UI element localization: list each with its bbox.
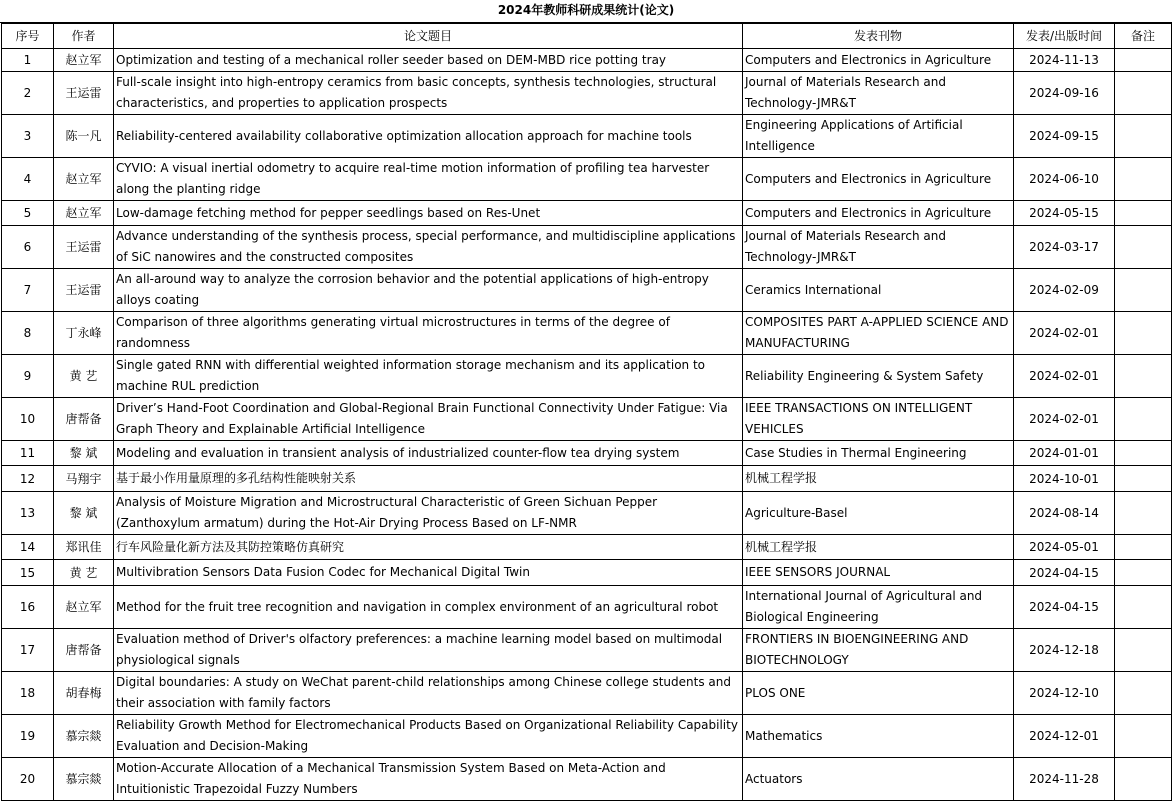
cell-journal[interactable]: IEEE TRANSACTIONS ON INTELLIGENT VEHICLES [743, 398, 1014, 441]
header-title[interactable]: 论文题目 [114, 24, 743, 49]
cell-date[interactable]: 2024-04-15 [1014, 560, 1115, 586]
cell-author[interactable]: 唐帮备 [54, 629, 114, 672]
cell-notes[interactable] [1115, 715, 1172, 758]
cell-index[interactable]: 18 [2, 672, 54, 715]
cell-journal[interactable]: Mathematics [743, 715, 1014, 758]
cell-notes[interactable] [1115, 758, 1172, 801]
table-row [2, 586, 1172, 629]
cell-author[interactable]: 赵立军 [54, 158, 114, 201]
sheet-title: 2024年教师科研成果统计(论文) [0, 0, 1172, 23]
cell-journal[interactable]: Computers and Electronics in Agriculture [743, 49, 1014, 72]
cell-author[interactable]: 赵立军 [54, 49, 114, 72]
table-row [2, 715, 1172, 758]
cell-title[interactable]: 行车风险量化新方法及其防控策略仿真研究 [114, 535, 743, 560]
cell-date[interactable]: 2024-04-15 [1014, 586, 1115, 629]
cell-title[interactable]: Comparison of three algorithms generating virtual microstructures in terms of the degree of randomness [114, 312, 743, 355]
cell-title[interactable]: CYVIO: A visual inertial odometry to acquire real-time motion information of profiling tea harvester along the planting ridge [114, 158, 743, 201]
cell-author[interactable]: 王运雷 [54, 226, 114, 269]
cell-author[interactable]: 马翔宇 [54, 466, 114, 492]
cell-notes[interactable] [1115, 586, 1172, 629]
cell-journal[interactable]: PLOS ONE [743, 672, 1014, 715]
table-row [2, 560, 1172, 586]
cell-date[interactable]: 2024-09-16 [1014, 72, 1115, 115]
table-row [2, 629, 1172, 672]
cell-author[interactable]: 赵立军 [54, 586, 114, 629]
table-row [2, 115, 1172, 158]
cell-notes[interactable] [1115, 560, 1172, 586]
cell-journal[interactable]: Computers and Electronics in Agriculture [743, 158, 1014, 201]
cell-notes[interactable] [1115, 672, 1172, 715]
cell-journal[interactable]: Computers and Electronics in Agriculture [743, 201, 1014, 226]
cell-index[interactable]: 10 [2, 398, 54, 441]
table-row [2, 355, 1172, 398]
header-notes[interactable]: 备注 [1115, 24, 1172, 49]
cell-date[interactable]: 2024-12-18 [1014, 629, 1115, 672]
cell-index[interactable]: 1 [2, 49, 54, 72]
cell-notes[interactable] [1115, 115, 1172, 158]
cell-journal[interactable]: Engineering Applications of Artificial Intelligence [743, 115, 1014, 158]
cell-journal[interactable]: Actuators [743, 758, 1014, 801]
table-row [2, 269, 1172, 312]
cell-title[interactable]: Digital boundaries: A study on WeChat parent-child relationships among Chinese college students and their association with family factors [114, 672, 743, 715]
cell-index[interactable]: 13 [2, 492, 54, 535]
header-row [2, 24, 1172, 49]
cell-journal[interactable]: IEEE SENSORS JOURNAL [743, 560, 1014, 586]
cell-index[interactable]: 17 [2, 629, 54, 672]
cell-notes[interactable] [1115, 226, 1172, 269]
cell-date[interactable]: 2024-05-15 [1014, 201, 1115, 226]
cell-title[interactable]: Reliability-centered availability collaborative optimization allocation approach for machine tools [114, 115, 743, 158]
cell-index[interactable]: 7 [2, 269, 54, 312]
cell-notes[interactable] [1115, 201, 1172, 226]
cell-title[interactable]: 基于最小作用量原理的多孔结构性能映射关系 [114, 466, 743, 492]
cell-notes[interactable] [1115, 355, 1172, 398]
cell-title[interactable]: Advance understanding of the synthesis process, special performance, and multidiscipline applications of SiC nanowires and the constructed composites [114, 226, 743, 269]
table-row [2, 158, 1172, 201]
cell-notes[interactable] [1115, 535, 1172, 560]
cell-index[interactable]: 9 [2, 355, 54, 398]
cell-date[interactable]: 2024-12-01 [1014, 715, 1115, 758]
table-row [2, 535, 1172, 560]
cell-notes[interactable] [1115, 72, 1172, 115]
cell-title[interactable]: Full-scale insight into high-entropy ceramics from basic concepts, synthesis technologies, structural characteristics, and properties to application prospects [114, 72, 743, 115]
cell-title[interactable]: Driver’s Hand-Foot Coordination and Global-Regional Brain Functional Connectivity Under Fatigue: Via Graph Theory and Explainable Artificial Intelligence [114, 398, 743, 441]
cell-journal[interactable]: Journal of Materials Research and Technology-JMR&T [743, 72, 1014, 115]
cell-notes[interactable] [1115, 312, 1172, 355]
cell-date[interactable]: 2024-09-15 [1014, 115, 1115, 158]
cell-title[interactable]: Method for the fruit tree recognition and navigation in complex environment of an agricultural robot [114, 586, 743, 629]
cell-notes[interactable] [1115, 398, 1172, 441]
cell-date[interactable]: 2024-02-01 [1014, 398, 1115, 441]
cell-index[interactable]: 3 [2, 115, 54, 158]
cell-author[interactable]: 慕宗燚 [54, 758, 114, 801]
cell-author[interactable]: 黎 斌 [54, 441, 114, 466]
cell-date[interactable]: 2024-01-01 [1014, 441, 1115, 466]
cell-title[interactable]: Motion-Accurate Allocation of a Mechanical Transmission System Based on Meta-Action and Intuitionistic Trapezoidal Fuzzy Numbers [114, 758, 743, 801]
cell-index[interactable]: 4 [2, 158, 54, 201]
header-journal[interactable]: 发表刊物 [743, 24, 1014, 49]
cell-date[interactable]: 2024-10-01 [1014, 466, 1115, 492]
cell-title[interactable]: Low-damage fetching method for pepper seedlings based on Res-Unet [114, 201, 743, 226]
cell-index[interactable]: 15 [2, 560, 54, 586]
cell-author[interactable]: 唐帮备 [54, 398, 114, 441]
cell-date[interactable]: 2024-05-01 [1014, 535, 1115, 560]
header-date[interactable]: 发表/出版时间 [1014, 24, 1115, 49]
cell-index[interactable]: 12 [2, 466, 54, 492]
cell-journal[interactable]: International Journal of Agricultural and Biological Engineering [743, 586, 1014, 629]
header-author[interactable]: 作者 [54, 24, 114, 49]
cell-notes[interactable] [1115, 441, 1172, 466]
cell-date[interactable]: 2024-02-01 [1014, 355, 1115, 398]
cell-date[interactable]: 2024-12-10 [1014, 672, 1115, 715]
cell-author[interactable]: 慕宗燚 [54, 715, 114, 758]
table-row [2, 201, 1172, 226]
cell-notes[interactable] [1115, 492, 1172, 535]
cell-index[interactable]: 11 [2, 441, 54, 466]
table-row [2, 72, 1172, 115]
header-index[interactable]: 序号 [2, 24, 54, 49]
table-row [2, 492, 1172, 535]
cell-date[interactable]: 2024-02-09 [1014, 269, 1115, 312]
cell-journal[interactable]: Ceramics International [743, 269, 1014, 312]
cell-author[interactable]: 丁永峰 [54, 312, 114, 355]
cell-author[interactable]: 黄 艺 [54, 355, 114, 398]
cell-index[interactable]: 14 [2, 535, 54, 560]
cell-notes[interactable] [1115, 158, 1172, 201]
cell-title[interactable]: Optimization and testing of a mechanical roller seeder based on DEM-MBD rice potting tray [114, 49, 743, 72]
cell-author[interactable]: 黄 艺 [54, 560, 114, 586]
cell-date[interactable]: 2024-02-01 [1014, 312, 1115, 355]
cell-title[interactable]: An all-around way to analyze the corrosion behavior and the potential applications of high-entropy alloys coating [114, 269, 743, 312]
cell-index[interactable]: 6 [2, 226, 54, 269]
cell-journal[interactable]: Case Studies in Thermal Engineering [743, 441, 1014, 466]
cell-journal[interactable]: Journal of Materials Research and Technology-JMR&T [743, 226, 1014, 269]
cell-journal[interactable]: Reliability Engineering & System Safety [743, 355, 1014, 398]
cell-author[interactable]: 胡春梅 [54, 672, 114, 715]
cell-title[interactable]: Single gated RNN with differential weighted information storage mechanism and its application to machine RUL prediction [114, 355, 743, 398]
cell-author[interactable]: 赵立军 [54, 201, 114, 226]
cell-author[interactable]: 陈一凡 [54, 115, 114, 158]
cell-author[interactable]: 王运雷 [54, 72, 114, 115]
table-row [2, 398, 1172, 441]
cell-notes[interactable] [1115, 49, 1172, 72]
table-row [2, 758, 1172, 801]
cell-notes[interactable] [1115, 466, 1172, 492]
table-row [2, 466, 1172, 492]
cell-index[interactable]: 8 [2, 312, 54, 355]
table-row [2, 672, 1172, 715]
cell-title[interactable]: Multivibration Sensors Data Fusion Codec for Mechanical Digital Twin [114, 560, 743, 586]
cell-notes[interactable] [1115, 269, 1172, 312]
cell-index[interactable]: 16 [2, 586, 54, 629]
cell-index[interactable]: 5 [2, 201, 54, 226]
cell-title[interactable]: Analysis of Moisture Migration and Microstructural Characteristic of Green Sichuan Pepper (Zanthoxylum armatum) during the Hot-Air Drying Process Based on LF-NMR [114, 492, 743, 535]
cell-index[interactable]: 2 [2, 72, 54, 115]
cell-title[interactable]: Modeling and evaluation in transient analysis of industrialized counter-flow tea drying system [114, 441, 743, 466]
cell-index[interactable]: 19 [2, 715, 54, 758]
cell-author[interactable]: 黎 斌 [54, 492, 114, 535]
cell-journal[interactable]: Agriculture-Basel [743, 492, 1014, 535]
table-row [2, 441, 1172, 466]
cell-notes[interactable] [1115, 629, 1172, 672]
cell-date[interactable]: 2024-08-14 [1014, 492, 1115, 535]
cell-date[interactable]: 2024-06-10 [1014, 158, 1115, 201]
cell-author[interactable]: 王运雷 [54, 269, 114, 312]
cell-title[interactable]: Reliability Growth Method for Electromechanical Products Based on Organizational Reliability Capability Evaluation and Decision-Making [114, 715, 743, 758]
cell-journal[interactable]: 机械工程学报 [743, 466, 1014, 492]
cell-index[interactable]: 20 [2, 758, 54, 801]
cell-date[interactable]: 2024-11-13 [1014, 49, 1115, 72]
table-row [2, 49, 1172, 72]
papers-table [1, 23, 1172, 801]
cell-journal[interactable]: COMPOSITES PART A-APPLIED SCIENCE AND MANUFACTURING [743, 312, 1014, 355]
cell-journal[interactable]: 机械工程学报 [743, 535, 1014, 560]
cell-date[interactable]: 2024-03-17 [1014, 226, 1115, 269]
cell-journal[interactable]: FRONTIERS IN BIOENGINEERING AND BIOTECHNOLOGY [743, 629, 1014, 672]
cell-title[interactable]: Evaluation method of Driver's olfactory preferences: a machine learning model based on multimodal physiological signals [114, 629, 743, 672]
table-row [2, 226, 1172, 269]
cell-date[interactable]: 2024-11-28 [1014, 758, 1115, 801]
table-row [2, 312, 1172, 355]
cell-author[interactable]: 郑讯佳 [54, 535, 114, 560]
